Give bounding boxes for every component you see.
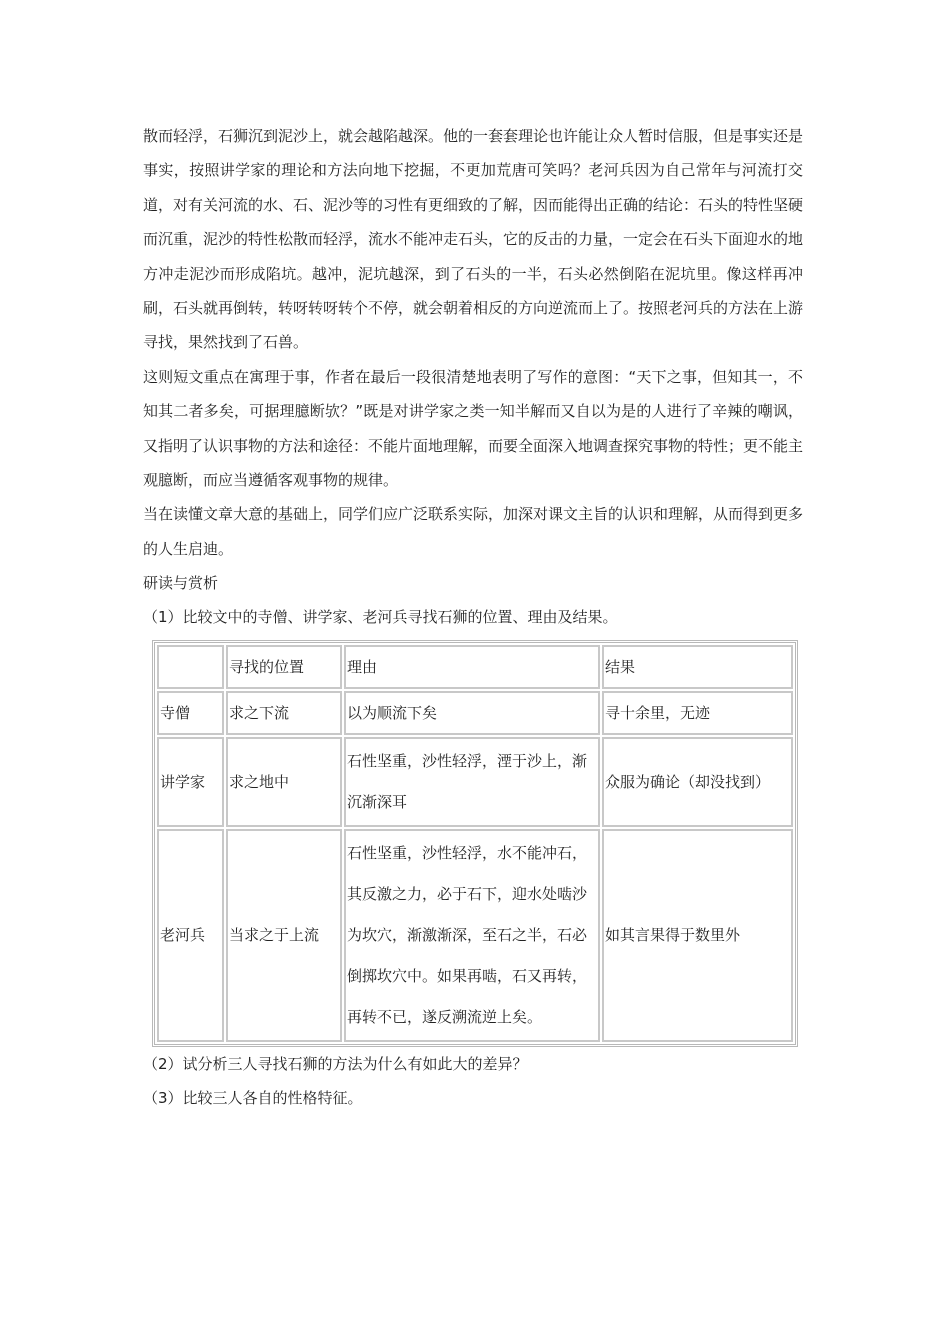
document-page	[143, 119, 803, 1115]
table-cell-why: 石性坚重，沙性轻浮，湮于沙上，渐沉渐深耳	[344, 737, 600, 827]
paragraph-analysis: 散而轻浮，石狮沉到泥沙上，就会越陷越深。他的一套套理论也许能让众人暂时信服，但是事实还是事实，按照讲学家的理论和方法向地下挖掘，不更加荒唐可笑吗？老河兵因为自己常年与河流打交道，对有关河流的水、石、泥沙等的习性有更细致的了解，因而能得出正确的结论：石头的特性坚硬而沉重，泥沙的特性松散而轻浮，流水不能冲走石头，它的反击的力量，一定会在石头下面迎水的地方冲走泥沙而形成陷坑。越冲，泥坑越深，到了石头的一半，石头必然倒陷在泥坑里。像这样再冲刷，石头就再倒转，转呀转呀转个不停，就会朝着相反的方向逆流而上了。按照老河兵的方法在上游寻找，果然找到了石兽。	[143, 127, 804, 352]
table-cell-where: 当求之于上流	[226, 829, 342, 1042]
table-cell-who: 寺僧	[157, 691, 224, 735]
table-cell-why: 以为顺流下矣	[344, 691, 600, 735]
table-cell-why: 石性坚重，沙性轻浮，水不能冲石，其反激之力，必于石下，迎水处啮沙为坎穴，渐激渐深，至石之半，石必倒掷坎穴中。如果再啮，石又再转，再转不已，遂反溯流逆上矣。	[344, 829, 600, 1042]
table-row	[157, 691, 793, 735]
table-header-cell: 寻找的位置	[226, 645, 342, 689]
table-cell-result: 寻十余里，无迹	[602, 691, 793, 735]
section-heading: 研读与赏析	[143, 574, 219, 593]
question-3: （3）比较三人各自的性格特征。	[143, 1089, 363, 1108]
table-header-cell: 理由	[344, 645, 600, 689]
table-cell-who: 讲学家	[157, 737, 224, 827]
table-cell-where: 求之下流	[226, 691, 342, 735]
table-cell-result: 众服为确论（却没找到）	[602, 737, 793, 827]
table-header-cell: 结果	[602, 645, 793, 689]
table-cell-result: 如其言果得于数里外	[602, 829, 793, 1042]
table-header-cell	[157, 645, 224, 689]
question-2: （2）试分析三人寻找石狮的方法为什么有如此大的差异？	[143, 1055, 528, 1074]
comparison-table	[152, 640, 798, 1047]
paragraph-theme: 这则短文重点在寓理于事，作者在最后一段很清楚地表明了写作的意图：“天下之事，但知其一，不知其二者多矣，可据理臆断欤？”既是对讲学家之类一知半解而又自以为是的人进行了辛辣的嘲讽，又指明了认识事物的方法和途径：不能片面地理解，而要全面深入地调查探究事物的特性；更不能主观臆断，而应当遵循客观事物的规律。	[143, 367, 804, 490]
table-row	[157, 829, 793, 1042]
table-row	[157, 737, 793, 827]
table-header-row	[157, 645, 793, 689]
question-1: （1）比较文中的寺僧、讲学家、老河兵寻找石狮的位置、理由及结果。	[143, 608, 618, 627]
paragraph-advice: 当在读懂文章大意的基础上，同学们应广泛联系实际，加深对课文主旨的认识和理解，从而得到更多的人生启迪。	[143, 505, 804, 558]
table-cell-where: 求之地中	[226, 737, 342, 827]
table-cell-who: 老河兵	[157, 829, 224, 1042]
